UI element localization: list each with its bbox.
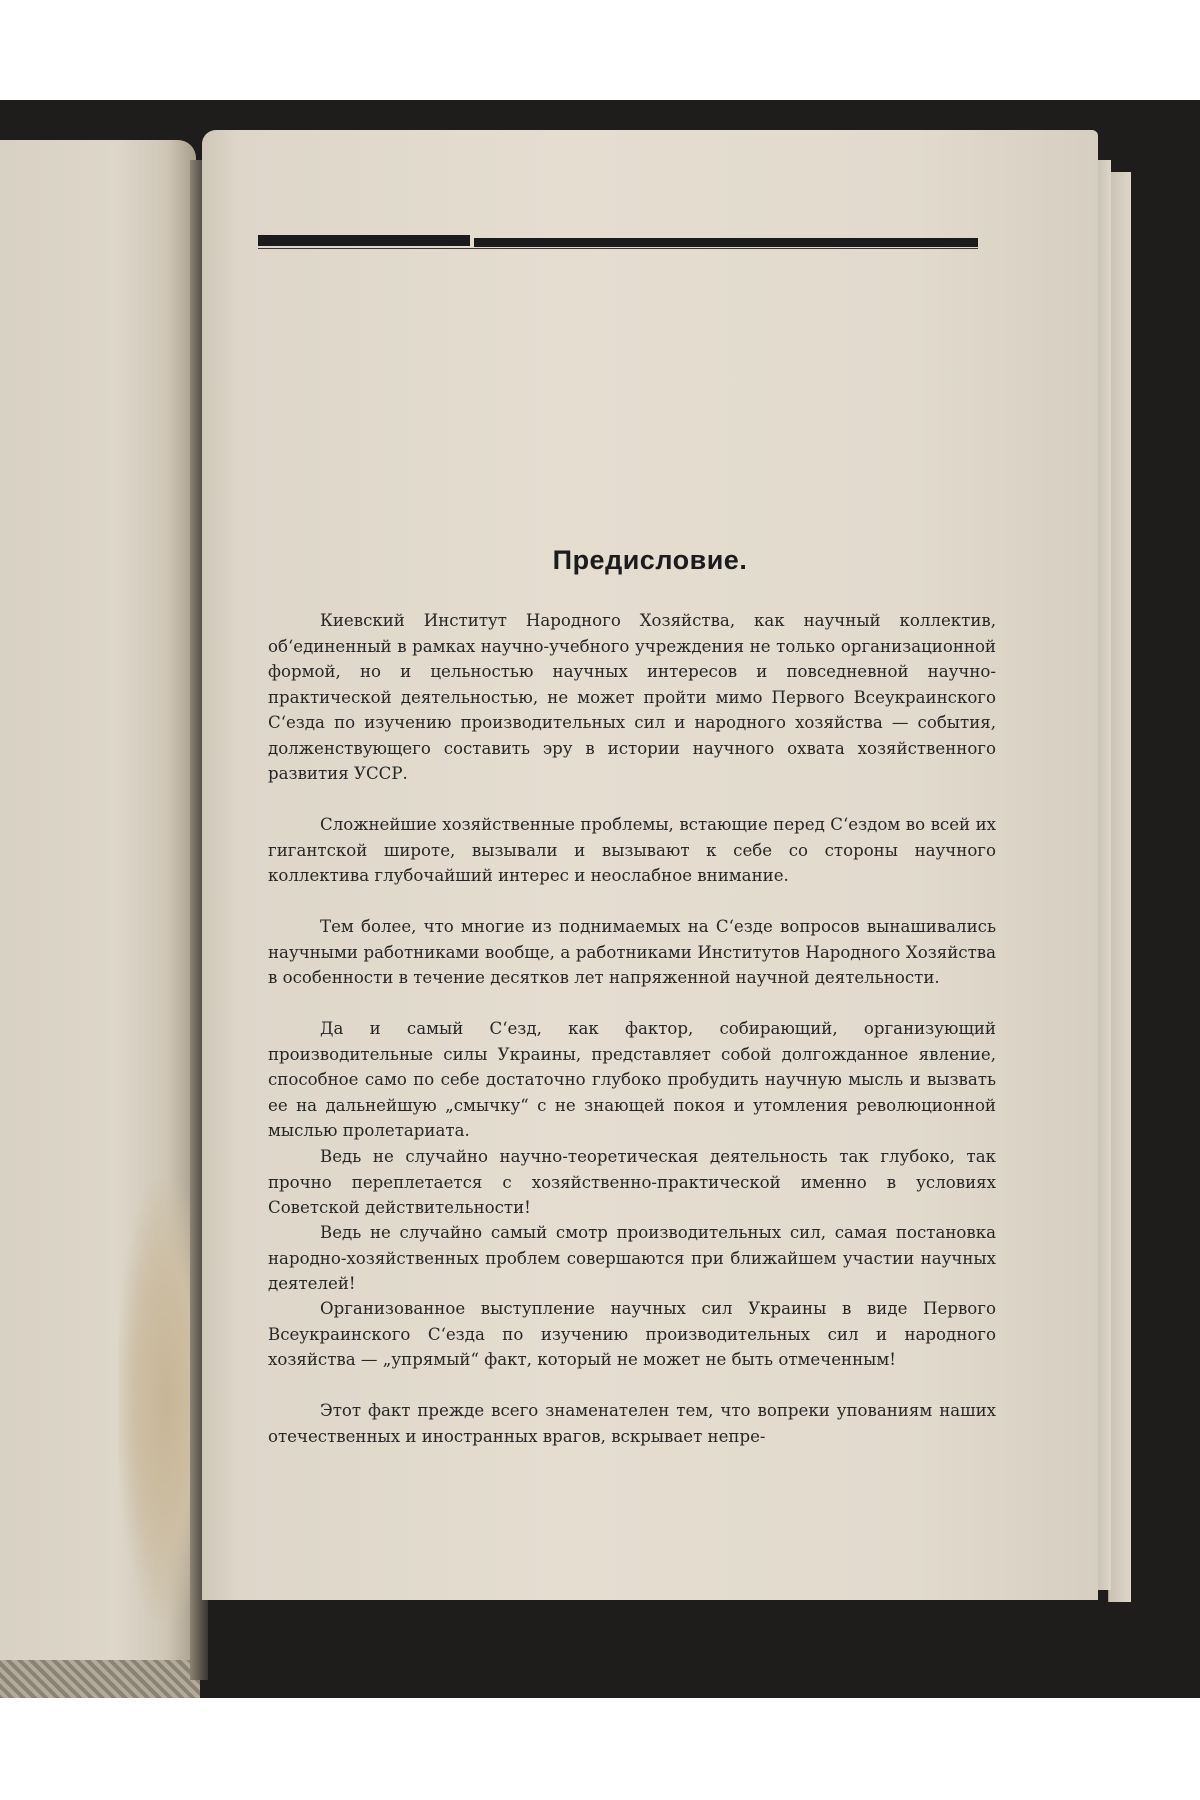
paragraph-6: Ведь не случайно самый смотр производительных сил, самая постановка народно-хозяйственных проблем совершаются при ближайшем участии научных деятелей! xyxy=(268,1223,996,1293)
paragraph-1: Киевский Институт Народного Хозяйства, как научный коллектив, об‘единенный в рамках научно-учебного учреждения не только организационной формой, но и цельностью научных интересов и повседневной научно-практической деятельностью, не может пройти мимо Первого Всеукраинского С‘езда по изучению производительных сил и народного хозяйства — события, долженствующего составить эру в истории научного охвата хозяйственного развития УССР. xyxy=(268,611,996,783)
paragraph-5: Ведь не случайно научно-теоретическая деятельность так глубоко, так прочно переплетается с хозяйственно-практической именно в условиях Советской действительности! xyxy=(268,1147,996,1217)
paragraph-4: Да и самый С‘езд, как фактор, собирающий, организующий производительные силы Украины, представляет собой долгожданное явление, способное само по себе достаточно глубоко пробудить научную мысль и вызвать ее на дальнейшую „смычку“ с не знающей покоя и утомления революционной мыслью пролетариата. xyxy=(268,1019,996,1140)
book-binding-cloth xyxy=(0,1660,200,1698)
page-stack-edge xyxy=(1108,172,1131,1602)
ornament-rule-right xyxy=(474,238,978,247)
paragraph-2: Сложнейшие хозяйственные проблемы, встающие перед С‘ездом во всей их гигантской широте, вызывали и вызывают к себе со стороны научного коллектива глубочайший интерес и неослабное внимание. xyxy=(268,815,996,885)
book-photo xyxy=(0,100,1200,1698)
page-title: Предисловие. xyxy=(552,545,748,575)
left-page-stain xyxy=(118,1180,198,1620)
page-stack-edge xyxy=(1096,160,1111,1590)
paragraph-8: Этот факт прежде всего знаменателен тем, что вопреки упованиям наших отечественных и иностранных врагов, вскрывает непре- xyxy=(268,1401,996,1446)
ornament-rule-thin xyxy=(258,248,978,249)
paragraph-3: Тем более, что многие из поднимаемых на С‘езде вопросов вынашивались научными работниками вообще, а работниками Институтов Народного Хозяйства в особенности в течение десятков лет напряженной научной деятельности. xyxy=(268,917,996,987)
ornament-rule-left xyxy=(258,235,470,246)
paragraph-7: Организованное выступление научных сил Украины в виде Первого Всеукраинского С‘езда по изучению производительных сил и народного хозяйства — „упрямый“ факт, который не может не быть отмеченным! xyxy=(268,1299,996,1369)
